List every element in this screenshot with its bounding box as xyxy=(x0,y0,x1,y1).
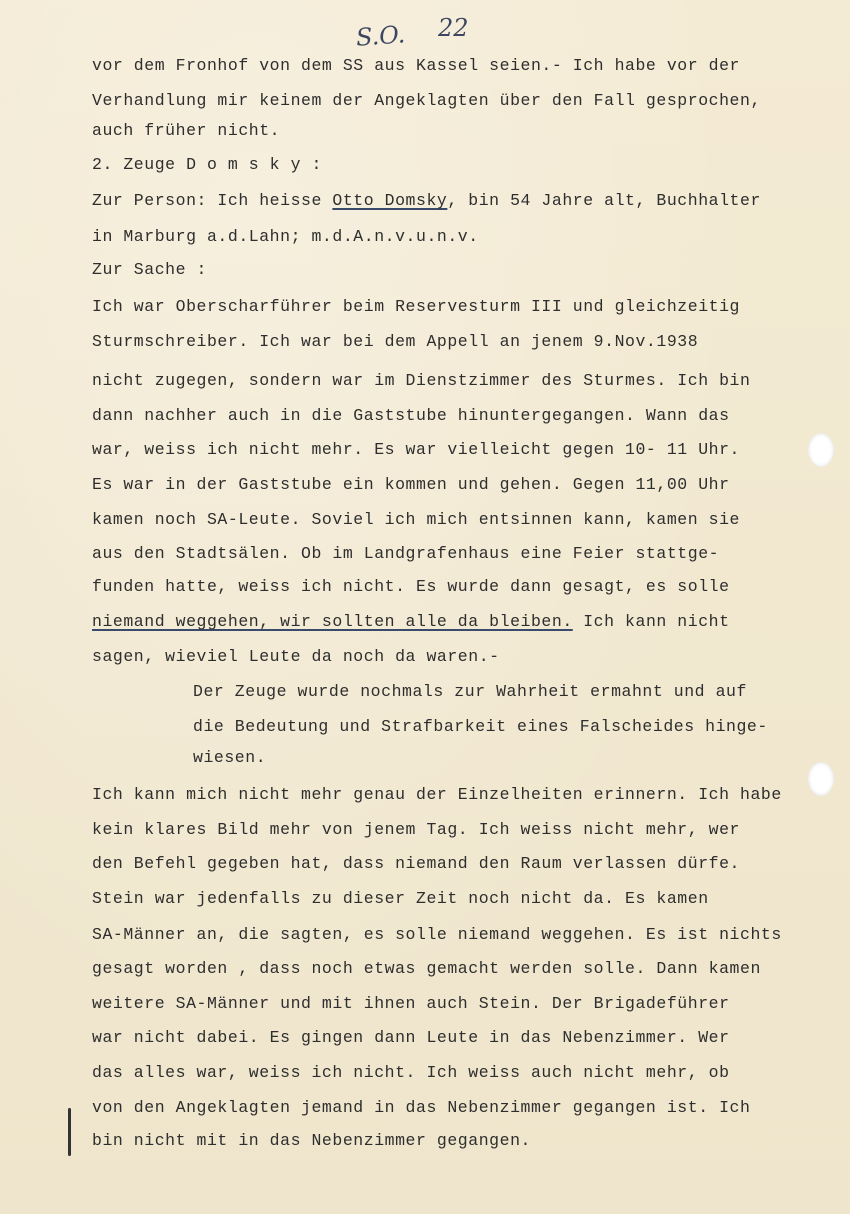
text-line: das alles war, weiss ich nicht. Ich weiss auch nicht mehr, ob xyxy=(92,1063,730,1082)
punch-hole xyxy=(808,433,834,467)
text-line-person xyxy=(92,191,761,210)
text-line: den Befehl gegeben hat, dass niemand den Raum verlassen dürfe. xyxy=(92,854,740,873)
text-line: kein klares Bild mehr von jenem Tag. Ich weiss nicht mehr, wer xyxy=(92,820,740,839)
text-line: Sturmschreiber. Ich war bei dem Appell an jenem 9.Nov.1938 xyxy=(92,332,699,351)
text-line: auch früher nicht. xyxy=(92,121,281,140)
text-line: Es war in der Gaststube ein kommen und gehen. Gegen 11,00 Uhr xyxy=(92,475,730,494)
punch-hole xyxy=(808,762,834,796)
handwritten-initials: S.O. xyxy=(355,20,407,52)
handwritten-page-number: 22 xyxy=(438,14,469,42)
text-line: vor dem Fronhof von dem SS aus Kassel seien.- Ich habe vor der xyxy=(92,56,740,75)
text-line: nicht zugegen, sondern war im Dienstzimmer des Sturmes. Ich bin xyxy=(92,371,751,390)
text-line: 2. Zeuge D o m s k y : xyxy=(92,155,322,174)
admonition-line: wiesen. xyxy=(193,748,267,767)
text-line: dann nachher auch in die Gaststube hinuntergegangen. Wann das xyxy=(92,406,730,425)
text-line-underlined xyxy=(92,612,730,631)
text-line: war, weiss ich nicht mehr. Es war vielleicht gegen 10- 11 Uhr. xyxy=(92,440,740,459)
text-line: Ich war Oberscharführer beim Reservesturm III und gleichzeitig xyxy=(92,297,740,316)
text-line: gesagt worden , dass noch etwas gemacht werden solle. Dann kamen xyxy=(92,959,761,978)
text-line: weitere SA-Männer und mit ihnen auch Stein. Der Brigadeführer xyxy=(92,994,730,1013)
text-line: kamen noch SA-Leute. Soviel ich mich entsinnen kann, kamen sie xyxy=(92,510,740,529)
text-line: war nicht dabei. Es gingen dann Leute in das Nebenzimmer. Wer xyxy=(92,1028,730,1047)
text-line: bin nicht mit in das Nebenzimmer gegangen. xyxy=(92,1131,531,1150)
text-line: Zur Sache : xyxy=(92,260,207,279)
text-line: funden hatte, weiss ich nicht. Es wurde dann gesagt, es solle xyxy=(92,577,730,596)
text-line: in Marburg a.d.Lahn; m.d.A.n.v.u.n.v. xyxy=(92,227,479,246)
text-line: aus den Stadtsälen. Ob im Landgrafenhaus eine Feier stattge- xyxy=(92,544,720,563)
text-line: von den Angeklagten jemand in das Nebenzimmer gegangen ist. Ich xyxy=(92,1098,751,1117)
admonition-line: Der Zeuge wurde nochmals zur Wahrheit ermahnt und auf xyxy=(193,682,747,701)
underlined-statement: niemand weggehen, wir sollten alle da bleiben. xyxy=(92,612,573,631)
text-line: SA-Männer an, die sagten, es solle niemand weggehen. Es ist nichts xyxy=(92,925,782,944)
text-line: Ich kann mich nicht mehr genau der Einzelheiten erinnern. Ich habe xyxy=(92,785,782,804)
margin-mark xyxy=(68,1108,71,1156)
text-line: sagen, wieviel Leute da noch da waren.- xyxy=(92,647,500,666)
witness-name: Otto Domsky xyxy=(332,191,448,210)
text-line: Stein war jedenfalls zu dieser Zeit noch nicht da. Es kamen xyxy=(92,889,709,908)
admonition-line: die Bedeutung und Strafbarkeit eines Falscheides hinge- xyxy=(193,717,768,736)
text-run: Zur Person: Ich heisse xyxy=(92,191,333,210)
text-run: , bin 54 Jahre alt, Buchhalter xyxy=(447,191,761,210)
text-run: Ich kann nicht xyxy=(572,612,730,631)
text-line: Verhandlung mir keinem der Angeklagten über den Fall gesprochen, xyxy=(92,91,761,110)
